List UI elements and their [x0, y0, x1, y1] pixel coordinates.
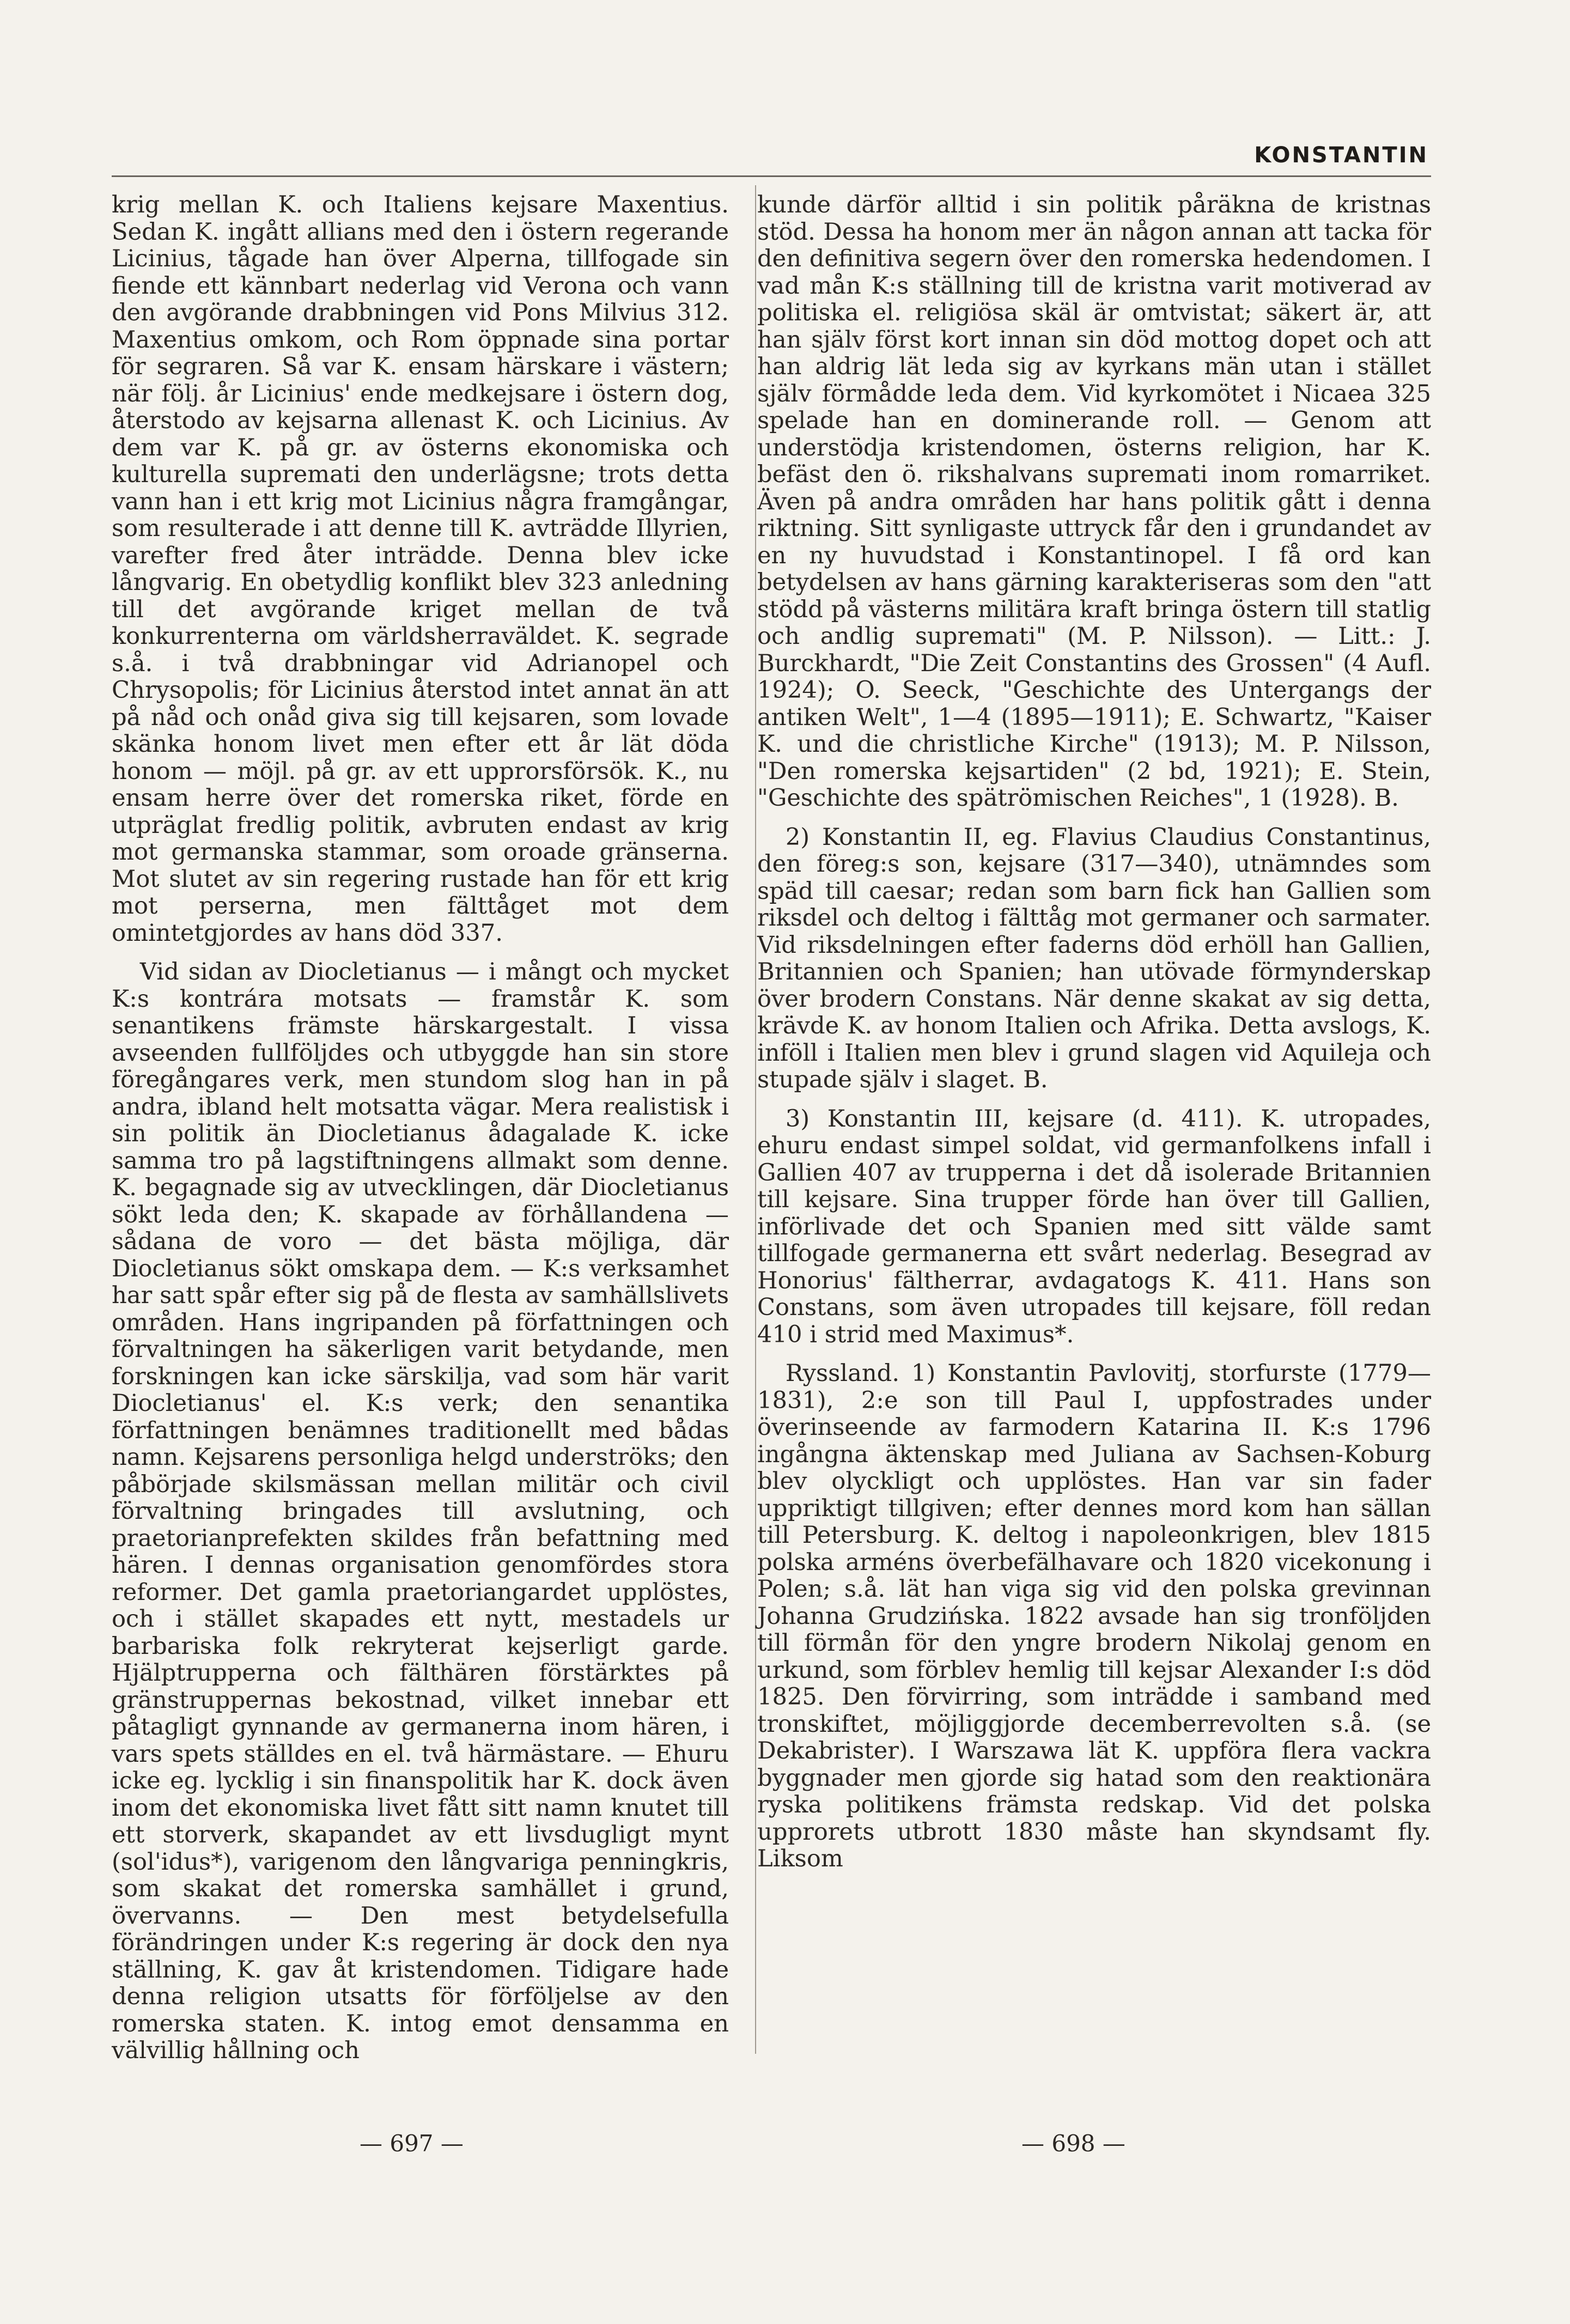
header-rule [112, 175, 1431, 177]
left-column [112, 192, 729, 2065]
paragraph: kunde därför alltid i sin politik påräkna de kristnas stöd. Dessa ha honom mer än någon annan att tacka för den definitiva segern över den romerska hedendomen. I vad mån K:s ställning till de kristna varit motiverad av politiska el. religiösa skäl är omtvistat; säkert är, att han själv först kort innan sin död mottog dopet och att han aldrig lät leda sig av kyrkans män utan i stället själv förmådde leda dem. Vid kyrkomötet i Nicaea 325 spelade han en dominerande roll. — Genom att understödja kristendomen, österns religion, har K. befäst den ö. rikshalvans supremati inom romarriket. Även på andra områden har hans politik gått i denna riktning. Sitt synligaste uttryck får den i grundandet av en ny huvudstad i Konstantinopel. I få ord kan betydelsen av hans gärning karakteriseras som den "att stödd på västerns militära kraft bringa östern till statlig och andlig supremati" (M. P. Nilsson). — Litt.: J. Burckhardt, "Die Zeit Constantins des Grossen" (4 Aufl. 1924); O. Seeck, "Geschichte des Untergangs der antiken Welt", 1—4 (1895—1911); E. Schwartz, "Kaiser K. und die christliche Kirche" (1913); M. P. Nilsson, "Den romerska kejsartiden" (2 bd, 1921); E. Stein, "Geschichte des spätrömischen Reiches", 1 (1928). B. [757, 191, 1431, 812]
page-number-left: — 697 — [360, 2130, 464, 2157]
column-divider [755, 185, 756, 2054]
right-column [757, 192, 1431, 1873]
entry-konstantin-ii: 2) Konstantin II, eg. Flavius Claudius Constantinus, den föreg:s son, kejsare (317—340), utnämndes som späd till caesar; redan som barn fick han Gallien som riksdel och deltog i fälttåg mot germaner och sarmater. Vid riksdelningen efter faderns död erhöll han Gallien, Britannien och Spanien; han utövade förmynderskap över brodern Constans. När denne skakat av sig detta, krävde K. av honom Italien och Afrika. Detta avslogs, K. inföll i Italien men blev i grund slagen vid Aquileja och stupade själv i slaget. B. [757, 823, 1431, 1093]
paragraph: Vid sidan av Diocletianus — i mångt och mycket K:s kontrára motsats — framstår K. som senantikens främste härskargestalt. I vissa avseenden fullföljdes och utbyggde han sin store föregångares verk, men stundom slog han in på andra, ibland helt motsatta vägar. Mera realistisk i sin politik än Diocletianus ådagalade K. icke samma tro på lagstiftningens allmakt som denne. K. begagnade sig av utvecklingen, där Diocletianus sökt leda den; K. skapade av förhållandena — sådana de voro — det bästa möjliga, där Diocletianus sökt omskapa dem. — K:s verksamhet har satt spår efter sig på de flesta av samhällslivets områden. Hans ingripanden på författningen och förvaltningen ha säkerligen varit betydande, men forskningen kan icke särskilja, vad som här varit Diocletianus' el. K:s verk; den senantika författningen benämnes traditionellt med bådas namn. Kejsarens personliga helgd underströks; den påbörjade skilsmässan mellan militär och civil förvaltning bringades till avslutning, och praetorianprefekten skildes från befattning med hären. I dennas organisation genomfördes stora reformer. Det gamla praetoriangardet upplöstes, och i stället skapades ett nytt, mestadels ur barbariska folk rekryterat kejserligt garde. Hjälptrupperna och fälthären förstärktes på gränstruppernas bekostnad, vilket innebar ett påtagligt gynnande av germanerna inom hären, i vars spets ställdes en el. två härmästare. — Ehuru icke eg. lycklig i sin finanspolitik har K. dock även inom det ekonomiska livet fått sitt namn knutet till ett storverk, skapandet av ett livsdugligt mynt (sol'idus*), varigenom den långvariga penningkris, som skakat det romerska samhället i grund, övervanns. — Den mest betydelsefulla förändringen under K:s regering är dock den nya ställning, K. gav åt kristendomen. Tidigare hade denna religion utsatts för förföljelse av den romerska staten. K. intog emot densamma en välvillig hållning och [112, 958, 729, 2064]
paragraph: krig mellan K. och Italiens kejsare Maxentius. Sedan K. ingått allians med den i östern regerande Licinius, tågade han över Alperna, tillfogade sin fiende ett kännbart nederlag vid Verona och vann den avgörande drabbningen vid Pons Milvius 312. Maxentius omkom, och Rom öppnade sina portar för segraren. Så var K. ensam härskare i västern; när följ. år Licinius' ende medkejsare i östern dog, återstodo av kejsarna allenast K. och Licinius. Av dem var K. på gr. av österns ekonomiska och kulturella supremati den underlägsne; trots detta vann han i ett krig mot Licinius några framgångar, som resulterade i att denne till K. avträdde Illyrien, varefter fred åter inträdde. Denna blev icke långvarig. En obetydlig konflikt blev 323 anledning till det avgörande kriget mellan de två konkurrenterna om världsherraväldet. K. segrade s.å. i två drabbningar vid Adrianopel och Chrysopolis; för Licinius återstod intet annat än att på nåd och onåd giva sig till kejsaren, som lovade skänka honom livet men efter ett år lät döda honom — möjl. på gr. av ett upprorsförsök. K., nu ensam herre över det romerska riket, förde en utpräglat fredlig politik, avbruten endast av krig mot germanska stammar, som oroade gränserna. Mot slutet av sin regering rustade han för ett krig mot perserna, men fälttåget mot dem omintetgjordes av hans död 337. [112, 191, 729, 947]
page-number-right: — 698 — [1021, 2130, 1125, 2157]
running-head: KONSTANTIN [1254, 143, 1428, 168]
entry-konstantin-pavlovitj: Ryssland. 1) Konstantin Pavlovitj, storfurste (1779—1831), 2:e son till Paul I, uppfostrades under överinseende av farmodern Katarina II. K:s 1796 ingångna äktenskap med Juliana av Sachsen-Koburg blev olyckligt och upplöstes. Han var sin fader uppriktigt tillgiven; efter dennes mord kom han sällan till Petersburg. K. deltog i napoleonkrigen, blev 1815 polska arméns överbefälhavare och 1820 vicekonung i Polen; s.å. lät han viga sig vid den polska grevinnan Johanna Grudzińska. 1822 avsade han sig tronföljden till förmån för den yngre brodern Nikolaj genom en urkund, som förblev hemlig till kejsar Alexander I:s död 1825. Den förvirring, som inträdde i samband med tronskiftet, möjliggjorde decemberrevolten s.å. (se Dekabrister). I Warszawa lät K. uppföra flera vackra byggnader men gjorde sig hatad som den reaktionära ryska politikens främsta redskap. Vid det polska upprorets utbrott 1830 måste han skyndsamt fly. Liksom [757, 1360, 1431, 1872]
entry-konstantin-iii: 3) Konstantin III, kejsare (d. 411). K. utropades, ehuru endast simpel soldat, vid germanfolkens infall i Gallien 407 av trupperna i det då isolerade Britannien till kejsare. Sina trupper förde han över till Gallien, införlivade det och Spanien med sitt välde samt tillfogade germanerna ett svårt nederlag. Besegrad av Honorius' fältherrar, avdagatogs K. 411. Hans son Constans, som även utropades till kejsare, föll redan 410 i strid med Maximus*. [757, 1105, 1431, 1348]
